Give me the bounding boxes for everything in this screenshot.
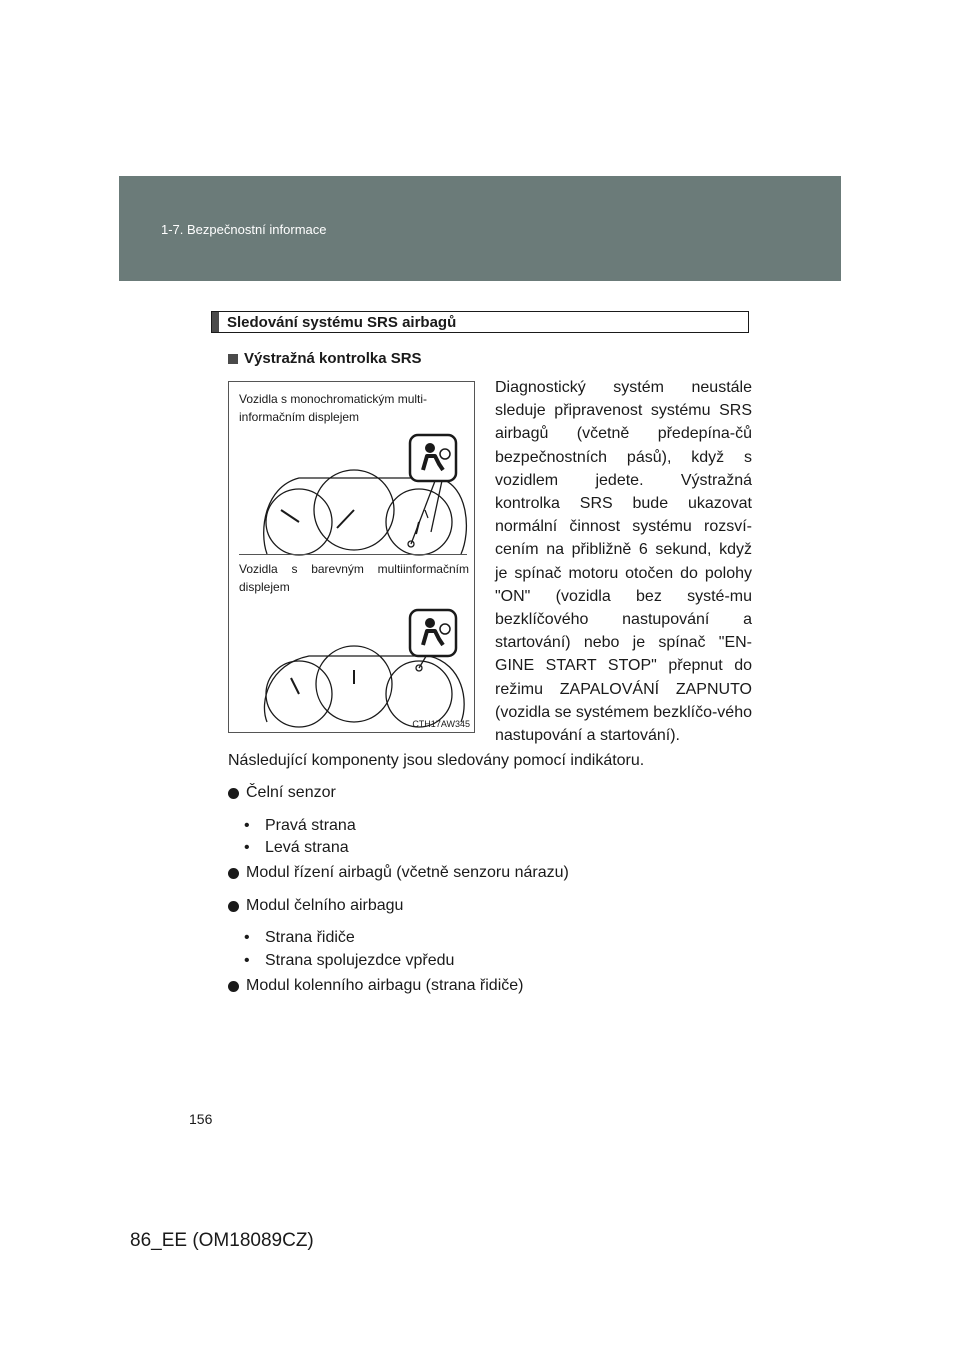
figure-label-color: Vozidla s barevným multiinformačním displejem bbox=[239, 562, 469, 594]
sub-list-item bbox=[244, 952, 454, 970]
bullet-dot-icon bbox=[228, 901, 239, 912]
bullet-icon: • bbox=[244, 817, 250, 834]
section-title-box bbox=[211, 311, 749, 333]
list-item-label: Modul čelního airbagu bbox=[246, 897, 404, 914]
bullet-dot-icon bbox=[228, 788, 239, 799]
bullet-icon: • bbox=[244, 952, 250, 969]
subheading bbox=[228, 350, 422, 367]
intro-text: Následující komponenty jsou sledovány pomocí indikátoru. bbox=[228, 752, 645, 769]
sub-list-item bbox=[244, 929, 355, 947]
sub-list-item-label: Strana řidiče bbox=[265, 929, 355, 946]
page-number: 156 bbox=[189, 1111, 213, 1127]
list-item bbox=[228, 784, 336, 802]
list-item-label: Čelní senzor bbox=[246, 784, 336, 801]
square-bullet-icon bbox=[228, 354, 238, 364]
list-item-label: Modul řízení airbagů (včetně senzoru nárazu) bbox=[246, 864, 569, 881]
sub-list-item bbox=[244, 839, 349, 857]
figure-divider bbox=[239, 554, 467, 555]
section-title: Sledování systému SRS airbagů bbox=[227, 314, 457, 331]
figure-code: CTH17AW345 bbox=[412, 719, 470, 729]
cluster-illustration bbox=[229, 382, 474, 732]
bullet-dot-icon bbox=[228, 868, 239, 879]
sub-list-item-label: Strana spolujezdce vpředu bbox=[265, 952, 455, 969]
subheading-text: Výstražná kontrolka SRS bbox=[244, 350, 422, 367]
section-bar bbox=[212, 312, 219, 332]
list-item bbox=[228, 897, 403, 915]
airbag-warning-icon bbox=[410, 435, 456, 481]
instrument-cluster-figure bbox=[228, 381, 475, 733]
sub-list-item bbox=[244, 817, 356, 835]
bullet-icon: • bbox=[244, 839, 250, 856]
breadcrumb: 1-7. Bezpečnostní informace bbox=[161, 222, 327, 237]
header-band bbox=[119, 176, 841, 281]
bullet-icon: • bbox=[244, 929, 250, 946]
sub-list-item-label: Pravá strana bbox=[265, 817, 356, 834]
sub-list-item-label: Levá strana bbox=[265, 839, 349, 856]
body-paragraph: Diagnostický systém neustále sleduje připravenost systému SRS airbagů (včetně předepína-čů bezpečnostních pásů), když s vozidlem jedete. Výstražná kontrolka SRS bude ukazovat normální činnost systému rozsví-cením na přibližně 6 sekund, když je spínač motoru otočen do polohy "ON" (vozidla bez systé-mu bezklíčového nastupování a startování) nebo je spínač "EN-GINE START STOP" přepnut do režimu ZAPALOVÁNÍ ZAPNUTO (vozidla se systémem bezklíčo-vého nastupování a startování). bbox=[495, 379, 752, 745]
list-item bbox=[228, 864, 569, 882]
bullet-dot-icon bbox=[228, 981, 239, 992]
footer-code: 86_EE (OM18089CZ) bbox=[130, 1230, 314, 1251]
figure-label-mono: Vozidla s monochromatickým multi-informačním displejem bbox=[239, 392, 428, 424]
cluster-color bbox=[264, 646, 464, 727]
cluster-mono bbox=[264, 470, 467, 555]
list-item-label: Modul kolenního airbagu (strana řidiče) bbox=[246, 977, 524, 994]
list-item bbox=[228, 977, 523, 995]
airbag-warning-icon bbox=[410, 610, 456, 656]
